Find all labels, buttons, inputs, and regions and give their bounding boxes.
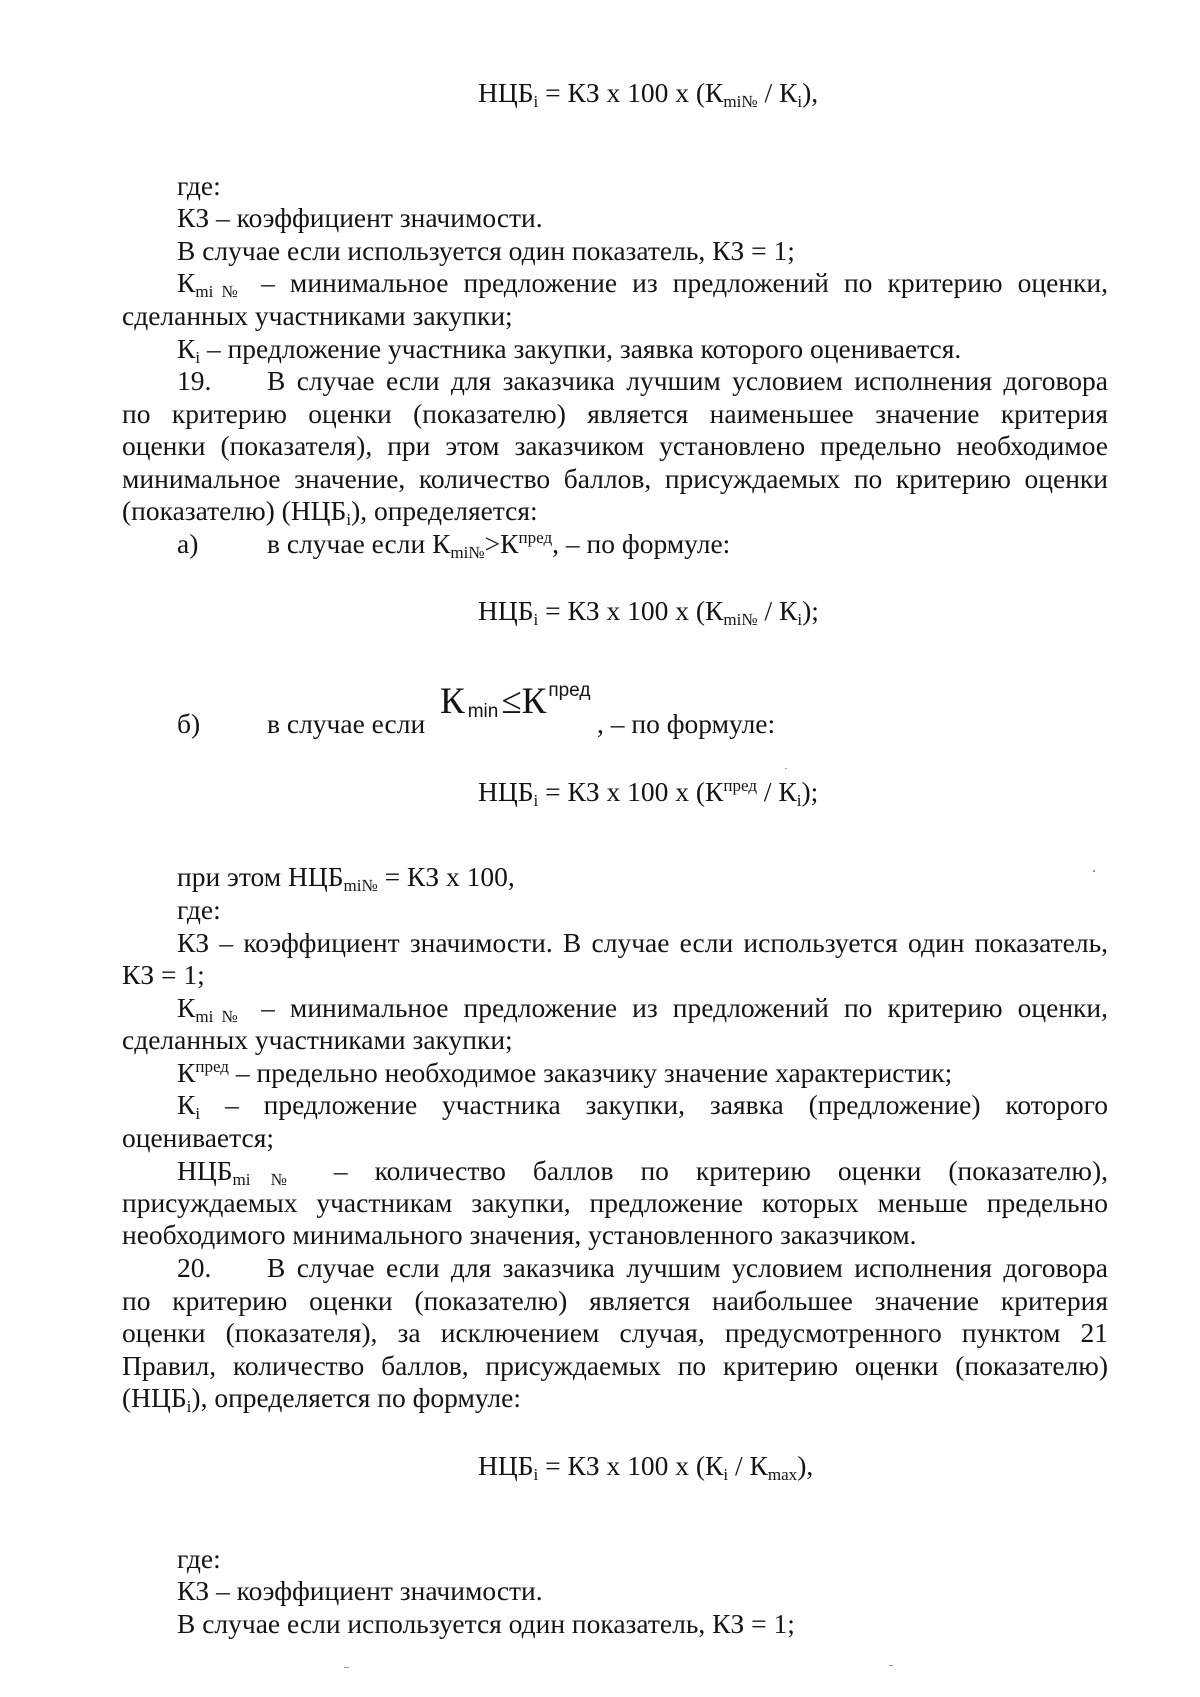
paragraph-20-line4: Правил, количество баллов, присуждаемых по критерию оценки (показателю): [122, 1350, 1108, 1381]
ncb-min-definition-line3: необходимого минимального значения, установленного заказчиком.: [122, 1219, 917, 1250]
kmin-definition-2-line1: $К_{mi№}$ – минимальное предложение из предложений по критерию оценки,: [177, 992, 1108, 1026]
where-label-2: где:: [177, 894, 221, 925]
kmin-definition-2-line2: сделанных участниками закупки;: [122, 1024, 513, 1055]
formula-ncb-1: $НЦБ_i$ = КЗ х 100 х $(К_{mi№} / К_i)$,: [478, 77, 819, 111]
ki-definition-2-line1: $К_i$ – предложение участника закупки, заявка (предложение) которого: [177, 1089, 1108, 1123]
ki-definition-2-line2: оценивается;: [122, 1122, 274, 1153]
ncb-min-definition-line2: присуждаемых участникам закупки, предложение которых меньше предельно: [122, 1187, 1108, 1218]
case-a-label: а): [177, 528, 199, 559]
paragraph-20-line2: по критерию оценки (показателю) является наибольшее значение критерия: [122, 1285, 1108, 1316]
kz-definition-2-line1: КЗ – коэффициент значимости. В случае если используется один показатель,: [177, 927, 1108, 958]
case-a-condition: в случае если $К_{mi№}>К^{пред}$, – по формуле:: [267, 527, 731, 562]
where-label-1: где:: [177, 170, 221, 201]
scan-speck: [785, 768, 787, 769]
case-b-formula-ending: , – по формуле:: [597, 708, 776, 739]
case-b-condition-formula: Кmin≤К $^{пред}$: [440, 680, 591, 722]
kmin-definition-line2: сделанных участниками закупки;: [122, 300, 513, 331]
formula-ncb-4: $НЦБ_i$ = КЗ х 100 х $(К_i / К_{max})$,: [478, 1450, 814, 1484]
formula-ncb-2: $НЦБ_i$ = КЗ х 100 х $(К_{mi№} / К_i)$;: [478, 595, 819, 629]
ncb-min-definition-line1: $НЦБ_{mi№}$ – количество баллов по критерию оценки (показателю),: [177, 1155, 1108, 1189]
kmin-definition-line1: $К_{mi№}$ – минимальное предложение из предложений по критерию оценки,: [177, 267, 1108, 301]
paragraph-20-line1: В случае если для заказчика лучшим условием исполнения договора: [267, 1252, 1108, 1283]
formula-ncb-3: $НЦБ_i$ = КЗ х 100 х $(К^{пред} / К_i)$;: [478, 775, 819, 810]
ki-definition-1: $К_i$ – предложение участника закупки, заявка которого оценивается.: [177, 333, 962, 367]
case-b-text: в случае если: [267, 708, 426, 739]
paragraph-20-number: 20.: [177, 1252, 212, 1283]
scan-speck: [344, 1667, 349, 1668]
paragraph-19-line4: минимальное значение, количество баллов, присуждаемых по критерию оценки: [122, 463, 1108, 494]
paragraph-19-number: 19.: [177, 365, 212, 396]
paragraph-20-line5: $(НЦБ_i)$, определяется по формуле:: [122, 1382, 521, 1416]
kz-definition-2-line2: КЗ = 1;: [122, 959, 205, 990]
ncb-min-note: при этом $НЦБ_{mi№}$ = КЗ х 100,: [177, 861, 515, 895]
paragraph-19-line3: оценки (показателя), при этом заказчиком установлено предельно необходимое: [122, 430, 1108, 461]
scan-speck: [889, 1665, 893, 1666]
where-label-3: где:: [177, 1543, 221, 1574]
kz-definition-1: КЗ – коэффициент значимости.: [177, 202, 543, 233]
kz-single-indicator-1: В случае если используется один показатель, КЗ = 1;: [177, 235, 795, 266]
paragraph-20-line3: оценки (показателя), за исключением случая, предусмотренного пунктом 21: [122, 1317, 1108, 1348]
scan-speck: [1093, 870, 1095, 872]
case-b-label: б): [177, 708, 201, 739]
paragraph-19-line1: В случае если для заказчика лучшим условием исполнения договора: [267, 365, 1108, 396]
paragraph-19-line5: (показателю) $(НЦБ_i)$, определяется:: [122, 495, 538, 529]
paragraph-19-line2: по критерию оценки (показателю) является наименьшее значение критерия: [122, 398, 1108, 429]
kz-definition-3: КЗ – коэффициент значимости.: [177, 1575, 543, 1606]
kz-single-indicator-3: В случае если используется один показатель, КЗ = 1;: [177, 1608, 795, 1639]
kpred-definition: $К^{пред}$ – предельно необходимое заказчику значение характеристик;: [177, 1056, 953, 1088]
